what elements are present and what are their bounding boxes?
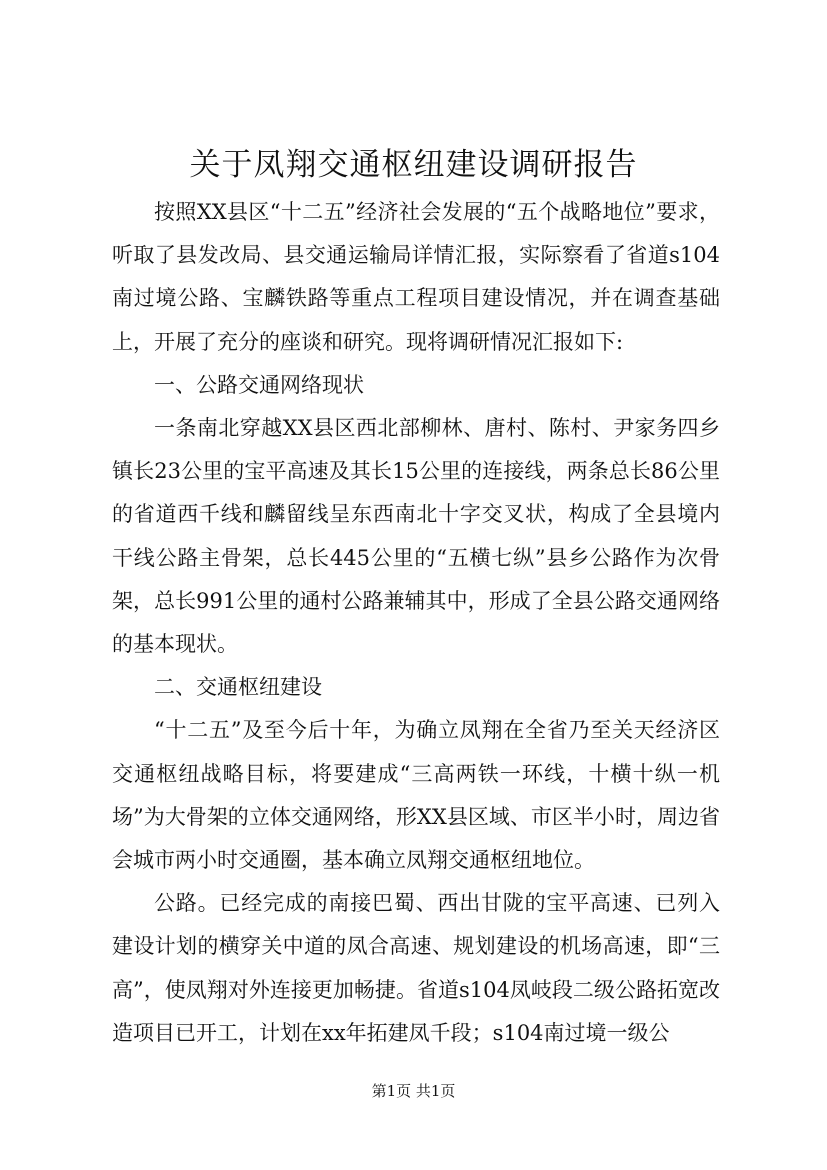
section-heading-1: 一、公路交通网络现状: [154, 372, 364, 397]
document-body: [112, 191, 720, 1055]
section-heading-2: 二、交通枢纽建设: [154, 675, 322, 700]
paragraph-intro: 按照XX县区“十二五”经济社会发展的“五个战略地位”要求，听取了县发改局、县交通运输局详情汇报，实际察看了省道s104南过境公路、宝麟铁路等重点工程项目建设情况，并在调查基础上，开展了充分的座谈和研究。现将调研情况汇报如下:: [112, 200, 720, 354]
paragraph-road-network: 一条南北穿越XX县区西北部柳林、唐村、陈村、尹家务四乡镇长23公里的宝平高速及其长15公里的连接线，两条总长86公里的省道西千线和麟留线呈东西南北十字交叉状，构成了全县境内干线公路主骨架，总长445公里的“五横七纵”县乡公路作为次骨架，总长991公里的通村公路兼辅其中，形成了全县公路交通网络的基本现状。: [112, 416, 720, 657]
paragraph-highways: 公路。已经完成的南接巴蜀、西出甘陇的宝平高速、已列入建设计划的横穿关中道的凤合高速、规划建设的机场高速，即“三高”，使凤翔对外连接更加畅捷。省道s104凤岐段二级公路拓宽改造项目已开工，计划在xx年拓建凤千段；s104南过境一级公: [112, 891, 720, 1045]
document-title: 关于凤翔交通枢纽建设调研报告: [189, 147, 638, 183]
paragraph-hub-goals: “十二五”及至今后十年，为确立凤翔在全省乃至关天经济区交通枢纽战略目标，将要建成“三高两铁一环线，十横十纵一机场”为大骨架的立体交通网络，形XX县区域、市区半小时，周边省会城市两小时交通圈，基本确立凤翔交通枢纽地位。: [112, 718, 720, 873]
page-footer: 第1页 共1页: [371, 1082, 456, 1100]
